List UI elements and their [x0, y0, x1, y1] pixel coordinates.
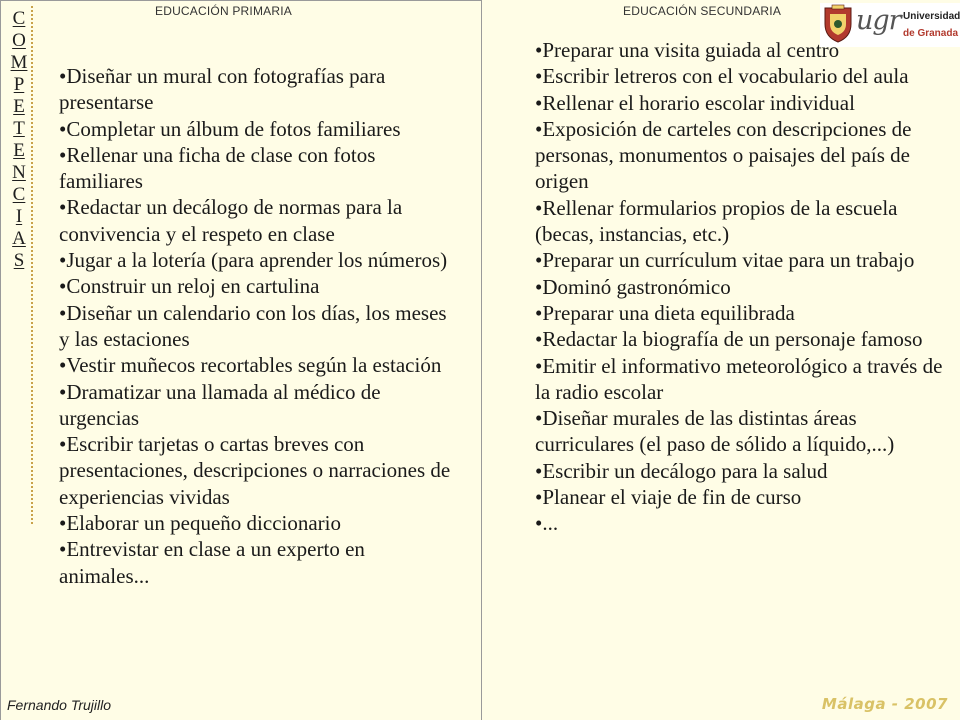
header-secundaria: EDUCACIÓN SECUNDARIA	[623, 4, 782, 18]
activity-item: • Escribir letreros con el vocabulario del aula	[535, 63, 945, 89]
activity-item: • ...	[535, 510, 945, 536]
activity-item: • Construir un reloj en cartulina	[59, 273, 459, 299]
activity-item: • Dominó gastronómico	[535, 274, 945, 300]
activity-item: • Planear el viaje de fin de curso	[535, 484, 945, 510]
activity-item: • Rellenar una ficha de clase con fotos familiares	[59, 142, 459, 195]
ugr-wordmark: ugr	[856, 5, 901, 36]
activity-item: • Completar un álbum de fotos familiares	[59, 116, 459, 142]
university-name-line1: Universidad	[903, 11, 960, 22]
vertical-title-letter: E	[13, 96, 25, 117]
vertical-title-letter: I	[15, 206, 23, 227]
activity-item: • Vestir muñecos recortables según la estación	[59, 352, 459, 378]
university-name-line2: de Granada	[903, 28, 959, 39]
activity-item: • Diseñar murales de las distintas áreas curriculares (el paso de sólido a líquido,...)	[535, 405, 945, 458]
activity-item: • Rellenar formularios propios de la escuela (becas, instancias, etc.)	[535, 195, 945, 248]
vertical-title-letter: A	[12, 228, 26, 249]
activity-item: • Elaborar un pequeño diccionario	[59, 510, 459, 536]
footer-author: Fernando Trujillo	[7, 697, 112, 713]
footer-place-year: Málaga - 2007	[821, 695, 948, 713]
vertical-title-letter: E	[13, 140, 25, 161]
column-divider	[481, 0, 482, 720]
header-rule-left	[0, 0, 481, 1]
vertical-title-letter: T	[13, 118, 25, 139]
activity-item: • Exposición de carteles con descripciones de personas, monumentos o paisajes del país de origen	[535, 116, 945, 195]
activity-item: • Preparar una dieta equilibrada	[535, 300, 945, 326]
left-column-border	[0, 0, 1, 720]
activity-item: • Preparar una visita guiada al centro	[535, 37, 945, 63]
primaria-activity-list	[59, 63, 459, 589]
vertical-title-letter: N	[12, 162, 26, 183]
activity-item: • Escribir tarjetas o cartas breves con presentaciones, descripciones o narraciones de experiencias vividas	[59, 431, 459, 510]
activity-item: • Diseñar un calendario con los días, los meses y las estaciones	[59, 300, 459, 353]
vertical-title-letter: C	[12, 8, 26, 29]
activity-item: • Preparar un currículum vitae para un trabajo	[535, 247, 945, 273]
activity-item: • Redactar un decálogo de normas para la convivencia y el respeto en clase	[59, 194, 459, 247]
vertical-title-letter: M	[10, 52, 28, 73]
activity-item: • Emitir el informativo meteorológico a través de la radio escolar	[535, 353, 945, 406]
vertical-title-competencias	[4, 8, 34, 272]
vertical-title-letter: P	[13, 74, 25, 95]
activity-item: • Diseñar un mural con fotografías para presentarse	[59, 63, 459, 116]
activity-item: • Jugar a la lotería (para aprender los números)	[59, 247, 459, 273]
header-primaria: EDUCACIÓN PRIMARIA	[155, 4, 292, 18]
activity-item: • Rellenar el horario escolar individual	[535, 90, 945, 116]
activity-item: • Redactar la biografía de un personaje famoso	[535, 326, 945, 352]
vertical-title-letter: C	[12, 184, 26, 205]
dotted-rule	[31, 6, 33, 524]
vertical-title-letter: S	[13, 250, 25, 271]
secundaria-activity-list	[535, 37, 945, 537]
activity-item: • Entrevistar en clase a un experto en animales...	[59, 536, 459, 589]
activity-item: • Escribir un decálogo para la salud	[535, 458, 945, 484]
activity-item: • Dramatizar una llamada al médico de urgencias	[59, 379, 459, 432]
vertical-title-letter: O	[12, 30, 26, 51]
